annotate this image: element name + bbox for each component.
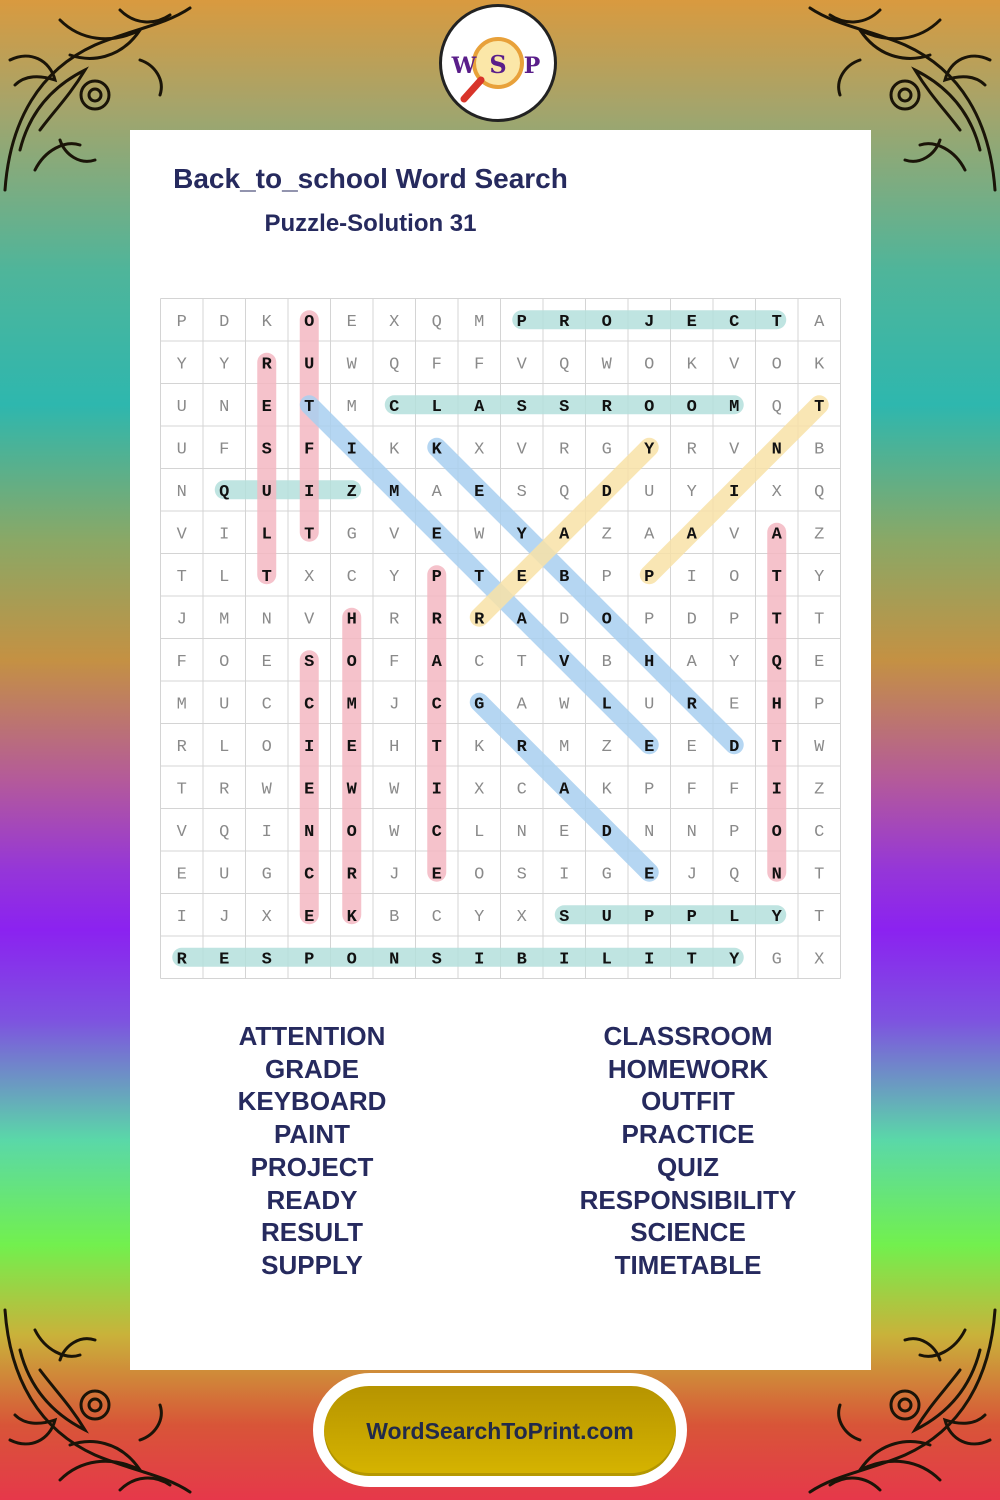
grid-letter[interactable]: W bbox=[601, 355, 612, 375]
grid-letter[interactable]: W bbox=[346, 780, 357, 800]
grid-letter[interactable]: P bbox=[431, 567, 442, 587]
grid-letter[interactable]: Q bbox=[389, 355, 400, 375]
grid-letter[interactable]: E bbox=[644, 737, 655, 757]
grid-letter[interactable]: J bbox=[686, 865, 697, 885]
grid-letter[interactable]: V bbox=[176, 525, 187, 545]
word-list-item: HOMEWORK bbox=[607, 1053, 769, 1084]
grid-letter[interactable]: K bbox=[346, 907, 357, 927]
page-subtitle: Puzzle-Solution 31 bbox=[264, 210, 477, 237]
word-list-item: PAINT bbox=[273, 1119, 351, 1150]
grid-letter[interactable]: R bbox=[559, 312, 570, 332]
grid-letter[interactable]: U bbox=[261, 482, 272, 502]
grid-letter[interactable]: B bbox=[814, 440, 825, 460]
grid-letter[interactable]: T bbox=[771, 567, 782, 587]
grid-letter[interactable]: T bbox=[474, 567, 485, 587]
grid-letter[interactable]: H bbox=[389, 737, 400, 757]
grid-letter[interactable]: M bbox=[219, 610, 230, 630]
site-banner[interactable] bbox=[324, 1386, 676, 1476]
grid-letter[interactable]: F bbox=[176, 652, 187, 672]
grid-letter[interactable]: L bbox=[219, 567, 230, 587]
grid-letter[interactable]: F bbox=[389, 652, 400, 672]
logo-letter-s: S bbox=[489, 50, 507, 79]
grid-letter[interactable]: U bbox=[644, 695, 655, 715]
grid-letter[interactable]: K bbox=[431, 440, 442, 460]
grid-letter[interactable]: V bbox=[729, 355, 740, 375]
grid-letter[interactable]: V bbox=[304, 610, 315, 630]
grid-letter[interactable]: M bbox=[176, 695, 187, 715]
grid-letter[interactable]: C bbox=[304, 865, 315, 885]
grid-letter[interactable]: S bbox=[431, 950, 442, 970]
word-list-right bbox=[538, 1020, 838, 1282]
grid-letter[interactable]: M bbox=[346, 397, 357, 417]
grid-letter[interactable]: R bbox=[559, 440, 570, 460]
grid-letter[interactable]: I bbox=[686, 567, 697, 587]
grid-letter[interactable]: W bbox=[389, 780, 400, 800]
grid-letter[interactable]: U bbox=[644, 482, 655, 502]
grid-letter[interactable]: C bbox=[304, 695, 315, 715]
grid-letter[interactable]: I bbox=[304, 482, 315, 502]
grid-letter[interactable]: T bbox=[814, 907, 825, 927]
word-list-item: RESULT bbox=[260, 1217, 364, 1248]
grid-letter[interactable]: T bbox=[686, 950, 697, 970]
grid-letter[interactable]: Z bbox=[601, 525, 612, 545]
grid-letter[interactable]: O bbox=[474, 865, 485, 885]
grid-letter[interactable]: H bbox=[771, 695, 782, 715]
grid-letter[interactable]: A bbox=[814, 312, 825, 332]
grid-letter[interactable]: N bbox=[771, 440, 782, 460]
grid-letter[interactable]: R bbox=[389, 610, 400, 630]
grid-letter[interactable]: I bbox=[729, 482, 740, 502]
grid-letter[interactable]: G bbox=[346, 525, 357, 545]
grid-letter[interactable]: Z bbox=[814, 780, 825, 800]
grid-letter[interactable]: A bbox=[474, 397, 485, 417]
grid-letter[interactable]: V bbox=[516, 355, 527, 375]
grid-letter[interactable]: I bbox=[261, 822, 272, 842]
grid-letter[interactable]: G bbox=[261, 865, 272, 885]
grid-letter[interactable]: T bbox=[176, 567, 187, 587]
word-list-item: ATTENTION bbox=[238, 1021, 386, 1051]
grid-letter[interactable]: C bbox=[516, 780, 527, 800]
grid-letter[interactable]: T bbox=[814, 397, 825, 417]
grid-letter[interactable]: A bbox=[686, 525, 697, 545]
grid-letter[interactable]: N bbox=[389, 950, 400, 970]
grid-letter[interactable]: W bbox=[474, 525, 485, 545]
grid-letter[interactable]: E bbox=[261, 397, 272, 417]
grid-letter[interactable]: R bbox=[261, 355, 272, 375]
logo-letter-p: P bbox=[523, 53, 541, 79]
grid-letter[interactable]: X bbox=[771, 482, 782, 502]
grid-letter[interactable]: J bbox=[176, 610, 187, 630]
grid-letter[interactable]: E bbox=[431, 865, 442, 885]
grid-letter[interactable]: T bbox=[261, 567, 272, 587]
grid-letter[interactable]: N bbox=[686, 822, 697, 842]
grid-letter[interactable]: X bbox=[474, 780, 485, 800]
grid-letter[interactable]: Y bbox=[474, 907, 485, 927]
grid-letter[interactable]: Q bbox=[431, 312, 442, 332]
grid-letter[interactable]: G bbox=[601, 440, 612, 460]
grid-letter[interactable]: K bbox=[814, 355, 825, 375]
grid-letter[interactable]: X bbox=[474, 440, 485, 460]
grid-letter[interactable]: B bbox=[559, 567, 570, 587]
grid-letter[interactable]: G bbox=[771, 950, 782, 970]
grid-letter[interactable]: Y bbox=[729, 652, 740, 672]
grid-letter[interactable]: M bbox=[346, 695, 357, 715]
grid-letter[interactable]: U bbox=[176, 440, 187, 460]
word-list-item: CLASSROOM bbox=[603, 1021, 773, 1051]
grid-letter[interactable]: W bbox=[261, 780, 272, 800]
grid-letter[interactable]: N bbox=[176, 482, 187, 502]
grid-letter[interactable]: E bbox=[686, 312, 697, 332]
grid-letter[interactable]: F bbox=[686, 780, 697, 800]
grid-letter[interactable]: L bbox=[431, 397, 442, 417]
grid-letter[interactable]: Y bbox=[729, 950, 740, 970]
grid-letter[interactable]: P bbox=[686, 907, 697, 927]
grid-letter[interactable]: E bbox=[516, 567, 527, 587]
grid-letter[interactable]: I bbox=[474, 950, 485, 970]
grid-letter[interactable]: T bbox=[771, 737, 782, 757]
grid-letter[interactable]: K bbox=[601, 780, 612, 800]
logo-letter-w: W bbox=[451, 53, 477, 79]
grid-letter[interactable]: O bbox=[644, 397, 655, 417]
grid-letter[interactable]: I bbox=[771, 780, 782, 800]
grid-letter[interactable]: I bbox=[176, 907, 187, 927]
grid-letter[interactable]: K bbox=[474, 737, 485, 757]
word-list-item: OUTFIT bbox=[641, 1086, 735, 1117]
grid-letter[interactable]: E bbox=[559, 822, 570, 842]
grid-letter[interactable]: C bbox=[431, 907, 442, 927]
grid-letter[interactable]: J bbox=[389, 695, 400, 715]
grid-letter[interactable]: C bbox=[431, 822, 442, 842]
grid-letter[interactable]: O bbox=[644, 355, 655, 375]
grid-letter[interactable]: I bbox=[431, 780, 442, 800]
grid-letter[interactable]: P bbox=[644, 907, 655, 927]
grid-letter[interactable]: M bbox=[389, 482, 400, 502]
grid-letter[interactable]: C bbox=[346, 567, 357, 587]
word-list-item: TIMETABLE bbox=[614, 1249, 762, 1280]
grid-letter[interactable]: I bbox=[559, 950, 570, 970]
grid-letter[interactable]: Q bbox=[771, 397, 782, 417]
site-link[interactable]: WordSearchToPrint.com bbox=[366, 1417, 634, 1444]
grid-letter[interactable]: Z bbox=[601, 737, 612, 757]
grid-letter[interactable]: W bbox=[559, 695, 570, 715]
grid-letter[interactable]: V bbox=[729, 525, 740, 545]
grid-letter[interactable]: L bbox=[474, 822, 485, 842]
grid-letter[interactable]: O bbox=[219, 652, 230, 672]
grid-letter[interactable]: Q bbox=[729, 865, 740, 885]
grid-letter[interactable]: U bbox=[219, 695, 230, 715]
grid-letter[interactable]: Y bbox=[516, 525, 527, 545]
grid-letter[interactable]: N bbox=[304, 822, 315, 842]
grid-letter[interactable]: E bbox=[304, 907, 315, 927]
grid-letter[interactable]: P bbox=[516, 312, 527, 332]
grid-letter[interactable]: N bbox=[516, 822, 527, 842]
grid-letter[interactable]: N bbox=[771, 865, 782, 885]
grid-letter[interactable]: E bbox=[814, 652, 825, 672]
grid-letter[interactable]: P bbox=[729, 822, 740, 842]
grid-letter[interactable]: T bbox=[814, 865, 825, 885]
grid-letter[interactable]: X bbox=[261, 907, 272, 927]
grid-letter[interactable]: Y bbox=[219, 355, 230, 375]
grid-letter[interactable]: L bbox=[601, 950, 612, 970]
grid-letter[interactable]: O bbox=[304, 312, 315, 332]
grid-letter[interactable]: Z bbox=[814, 525, 825, 545]
grid-letter[interactable]: D bbox=[729, 737, 740, 757]
grid-letter[interactable]: P bbox=[176, 312, 187, 332]
grid-letter[interactable]: O bbox=[261, 737, 272, 757]
grid-letter[interactable]: O bbox=[771, 822, 782, 842]
grid-letter[interactable]: E bbox=[686, 737, 697, 757]
grid-letter[interactable]: S bbox=[516, 865, 527, 885]
word-search-grid[interactable] bbox=[160, 298, 841, 979]
word-list-item: PROJECT bbox=[250, 1151, 374, 1182]
word-list-item: SUPPLY bbox=[261, 1249, 363, 1280]
grid-letter[interactable]: V bbox=[389, 525, 400, 545]
grid-letter[interactable]: F bbox=[219, 440, 230, 460]
grid-letter[interactable]: E bbox=[346, 737, 357, 757]
grid-letter[interactable]: R bbox=[176, 950, 187, 970]
grid-letter[interactable]: R bbox=[686, 440, 697, 460]
grid-letter[interactable]: T bbox=[814, 610, 825, 630]
grid-letter[interactable]: Y bbox=[389, 567, 400, 587]
grid-letter[interactable]: O bbox=[346, 822, 357, 842]
grid-letter[interactable]: O bbox=[601, 610, 612, 630]
grid-letter[interactable]: F bbox=[729, 780, 740, 800]
grid-letter[interactable]: Q bbox=[771, 652, 782, 672]
word-list-item: QUIZ bbox=[656, 1151, 720, 1182]
grid-letter[interactable]: S bbox=[261, 950, 272, 970]
grid-letter[interactable]: T bbox=[431, 737, 442, 757]
word-list-item: RESPONSIBILITY bbox=[579, 1184, 797, 1215]
grid-letter[interactable]: B bbox=[516, 950, 527, 970]
grid-letter[interactable]: P bbox=[644, 780, 655, 800]
grid-letter[interactable]: A bbox=[516, 610, 527, 630]
grid-letter[interactable]: Y bbox=[814, 567, 825, 587]
grid-letter[interactable]: P bbox=[729, 610, 740, 630]
grid-letter[interactable]: S bbox=[516, 397, 527, 417]
grid-letter[interactable]: K bbox=[261, 312, 272, 332]
grid-letter[interactable]: Y bbox=[771, 907, 782, 927]
grid-letter[interactable]: R bbox=[474, 610, 485, 630]
grid-letter[interactable]: I bbox=[346, 440, 357, 460]
grid-letter[interactable]: V bbox=[516, 440, 527, 460]
grid-letter[interactable]: V bbox=[729, 440, 740, 460]
grid-letter[interactable]: U bbox=[219, 865, 230, 885]
grid-letter[interactable]: A bbox=[771, 525, 782, 545]
grid-letter[interactable]: O bbox=[346, 652, 357, 672]
grid-letter[interactable]: T bbox=[304, 397, 315, 417]
grid-letter[interactable]: U bbox=[176, 397, 187, 417]
grid-letter[interactable]: T bbox=[176, 780, 187, 800]
grid-letter[interactable]: G bbox=[474, 695, 485, 715]
grid-letter[interactable]: J bbox=[644, 312, 655, 332]
grid-letter[interactable]: F bbox=[474, 355, 485, 375]
word-list-item: SCIENCE bbox=[630, 1217, 746, 1248]
word-list-left bbox=[162, 1020, 462, 1282]
grid-letter[interactable]: T bbox=[771, 312, 782, 332]
grid-letter[interactable]: R bbox=[219, 780, 230, 800]
grid-letter[interactable]: I bbox=[304, 737, 315, 757]
grid-letter[interactable]: E bbox=[644, 865, 655, 885]
grid-letter[interactable]: H bbox=[346, 610, 357, 630]
grid-letter[interactable]: Q bbox=[814, 482, 825, 502]
grid-letter[interactable]: I bbox=[219, 525, 230, 545]
magnifier-handle-icon bbox=[464, 80, 481, 99]
grid-letter[interactable]: W bbox=[389, 822, 400, 842]
grid-letter[interactable]: Y bbox=[644, 440, 655, 460]
wsp-logo[interactable] bbox=[439, 4, 557, 122]
grid-letter[interactable]: S bbox=[559, 397, 570, 417]
grid-letter[interactable]: C bbox=[814, 822, 825, 842]
grid-letter[interactable]: R bbox=[516, 737, 527, 757]
grid-letter[interactable]: F bbox=[304, 440, 315, 460]
grid-letter[interactable]: S bbox=[559, 907, 570, 927]
grid-letter[interactable]: U bbox=[304, 355, 315, 375]
grid-letter[interactable]: R bbox=[686, 695, 697, 715]
grid-letter[interactable]: G bbox=[601, 865, 612, 885]
grid-letter[interactable]: S bbox=[261, 440, 272, 460]
grid-letter[interactable]: Q bbox=[559, 482, 570, 502]
word-list-item: READY bbox=[266, 1184, 358, 1215]
grid-letter[interactable]: L bbox=[729, 907, 740, 927]
grid-letter[interactable]: P bbox=[304, 950, 315, 970]
grid-letter[interactable]: A bbox=[431, 652, 442, 672]
grid-letter[interactable]: M bbox=[559, 737, 570, 757]
grid-letter[interactable]: D bbox=[559, 610, 570, 630]
grid-letter[interactable]: T bbox=[516, 652, 527, 672]
grid-letter[interactable]: W bbox=[346, 355, 357, 375]
grid-letter[interactable]: I bbox=[559, 865, 570, 885]
grid-letter[interactable]: E bbox=[729, 695, 740, 715]
grid-letter[interactable]: T bbox=[771, 610, 782, 630]
grid-letter[interactable]: E bbox=[176, 865, 187, 885]
grid-letter[interactable]: A bbox=[686, 652, 697, 672]
grid-letter[interactable]: A bbox=[559, 525, 570, 545]
grid-letter[interactable]: J bbox=[219, 907, 230, 927]
grid-letter[interactable]: P bbox=[644, 567, 655, 587]
grid-letter[interactable]: E bbox=[431, 525, 442, 545]
grid-letter[interactable]: Q bbox=[559, 355, 570, 375]
grid-letter[interactable]: O bbox=[601, 312, 612, 332]
grid-letter[interactable]: D bbox=[686, 610, 697, 630]
grid-letter[interactable]: D bbox=[601, 482, 612, 502]
grid-letter[interactable]: P bbox=[644, 610, 655, 630]
grid-letter[interactable]: F bbox=[431, 355, 442, 375]
grid-letter[interactable]: R bbox=[346, 865, 357, 885]
grid-letter[interactable]: R bbox=[176, 737, 187, 757]
grid-letter[interactable]: R bbox=[601, 397, 612, 417]
word-list-item: PRACTICE bbox=[621, 1119, 755, 1150]
grid-letter[interactable]: J bbox=[389, 865, 400, 885]
grid-letter[interactable]: D bbox=[219, 312, 230, 332]
grid-letter[interactable]: N bbox=[219, 397, 230, 417]
grid-letter[interactable]: O bbox=[729, 567, 740, 587]
grid-letter[interactable]: V bbox=[559, 652, 570, 672]
grid-letter[interactable]: K bbox=[389, 440, 400, 460]
grid-letter[interactable]: X bbox=[516, 907, 527, 927]
grid-letter[interactable]: W bbox=[814, 737, 825, 757]
grid-letter[interactable]: O bbox=[686, 397, 697, 417]
grid-letter[interactable]: E bbox=[304, 780, 315, 800]
word-list-item: GRADE bbox=[265, 1053, 359, 1084]
grid-letter[interactable]: A bbox=[516, 695, 527, 715]
grid-letter[interactable]: C bbox=[389, 397, 400, 417]
grid-letter[interactable]: V bbox=[176, 822, 187, 842]
grid-letter[interactable]: B bbox=[601, 652, 612, 672]
grid-letter[interactable]: X bbox=[814, 950, 825, 970]
grid-letter[interactable]: L bbox=[601, 695, 612, 715]
grid-letter[interactable]: L bbox=[261, 525, 272, 545]
grid-letter[interactable]: E bbox=[474, 482, 485, 502]
grid-letter[interactable]: Z bbox=[346, 482, 357, 502]
grid-letter[interactable]: A bbox=[644, 525, 655, 545]
page-title: Back_to_school Word Search bbox=[173, 163, 568, 194]
grid-letter[interactable]: X bbox=[304, 567, 315, 587]
grid-letter[interactable]: Y bbox=[176, 355, 187, 375]
grid-letter[interactable]: P bbox=[814, 695, 825, 715]
grid-letter[interactable]: C bbox=[431, 695, 442, 715]
grid-letter[interactable]: E bbox=[219, 950, 230, 970]
grid-letter[interactable]: D bbox=[601, 822, 612, 842]
grid-letter[interactable]: Q bbox=[219, 822, 230, 842]
grid-letter[interactable]: E bbox=[346, 312, 357, 332]
grid-letter[interactable]: Y bbox=[686, 482, 697, 502]
grid-letter[interactable]: A bbox=[431, 482, 442, 502]
grid-letter[interactable]: X bbox=[389, 312, 400, 332]
grid-letter[interactable]: N bbox=[261, 610, 272, 630]
grid-letter[interactable]: B bbox=[389, 907, 400, 927]
grid-letter[interactable]: O bbox=[346, 950, 357, 970]
grid-letter[interactable]: I bbox=[644, 950, 655, 970]
word-list-item: KEYBOARD bbox=[237, 1086, 387, 1117]
grid-letter[interactable]: E bbox=[261, 652, 272, 672]
grid-letter[interactable]: C bbox=[261, 695, 272, 715]
grid-letter[interactable]: S bbox=[516, 482, 527, 502]
grid-letter[interactable]: P bbox=[601, 567, 612, 587]
grid-letter[interactable]: R bbox=[431, 610, 442, 630]
grid-letter[interactable]: U bbox=[601, 907, 612, 927]
grid-letter[interactable]: C bbox=[474, 652, 485, 672]
grid-letter[interactable]: N bbox=[644, 822, 655, 842]
grid-letter[interactable]: T bbox=[304, 525, 315, 545]
grid-letter[interactable]: M bbox=[474, 312, 485, 332]
grid-letter[interactable]: A bbox=[559, 780, 570, 800]
grid-letter[interactable]: K bbox=[686, 355, 697, 375]
grid-letter[interactable]: S bbox=[304, 652, 315, 672]
grid-letter[interactable]: L bbox=[219, 737, 230, 757]
grid-letter[interactable]: M bbox=[729, 397, 740, 417]
grid-letter[interactable]: Q bbox=[219, 482, 230, 502]
grid-letter[interactable]: O bbox=[771, 355, 782, 375]
grid-letter[interactable]: C bbox=[729, 312, 740, 332]
grid-letter[interactable]: H bbox=[644, 652, 655, 672]
